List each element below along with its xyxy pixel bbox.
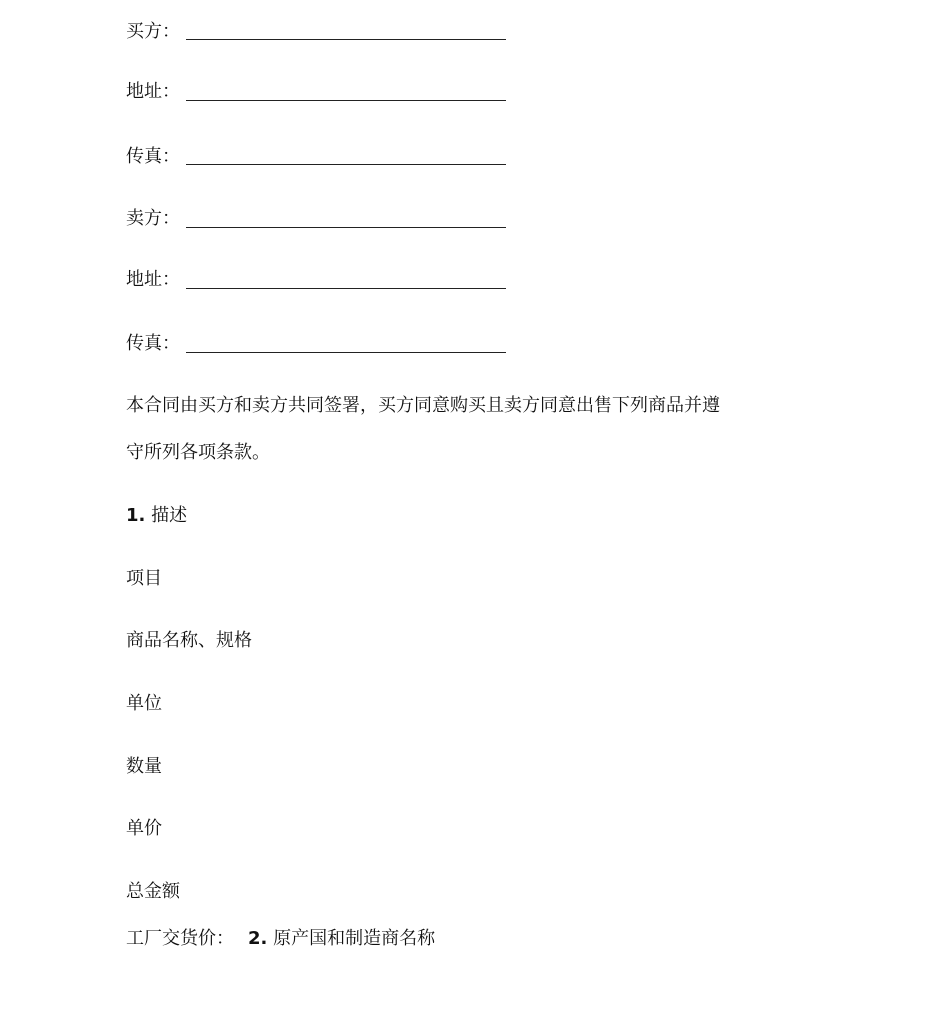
buyer-row [126, 20, 180, 44]
item-total-amount: 总金额 [126, 881, 180, 902]
seller-fax-row [126, 332, 180, 356]
item-project: 项目 [126, 568, 162, 589]
seller-label: 卖方： [126, 208, 180, 229]
section-2-number: 2. [248, 928, 268, 949]
intro-line-2: 守所列各项条款。 [126, 442, 270, 463]
seller-address-row [126, 268, 180, 292]
seller-fax-blank-line [186, 352, 506, 353]
buyer-address-row [126, 80, 180, 104]
buyer-label: 买方： [126, 21, 180, 42]
seller-address-blank-line [186, 288, 506, 289]
buyer-blank-line [186, 39, 506, 40]
seller-address-label: 地址： [126, 269, 180, 290]
seller-blank-line [186, 227, 506, 228]
item-unit: 单位 [126, 693, 162, 714]
seller-row [126, 207, 180, 231]
section-1-title: 描述 [151, 505, 188, 526]
intro-line-1: 本合同由买方和卖方共同签署，买方同意购买且卖方同意出售下列商品并遵 [126, 395, 720, 416]
item-name-spec: 商品名称、规格 [126, 630, 252, 651]
buyer-fax-label: 传真： [126, 146, 180, 167]
buyer-fax-blank-line [186, 164, 506, 165]
ex-works-label: 工厂交货价： [126, 928, 234, 949]
section-1-number: 1. [126, 505, 146, 526]
seller-fax-label: 传真： [126, 333, 180, 354]
buyer-address-label: 地址： [126, 81, 180, 102]
section-2-title: 原产国和制造商名称 [273, 928, 436, 949]
section-1-heading [126, 504, 187, 528]
ex-works-line [126, 927, 435, 951]
item-unit-price: 单价 [126, 818, 162, 839]
item-quantity: 数量 [126, 756, 162, 777]
buyer-address-blank-line [186, 100, 506, 101]
buyer-fax-row [126, 145, 180, 169]
